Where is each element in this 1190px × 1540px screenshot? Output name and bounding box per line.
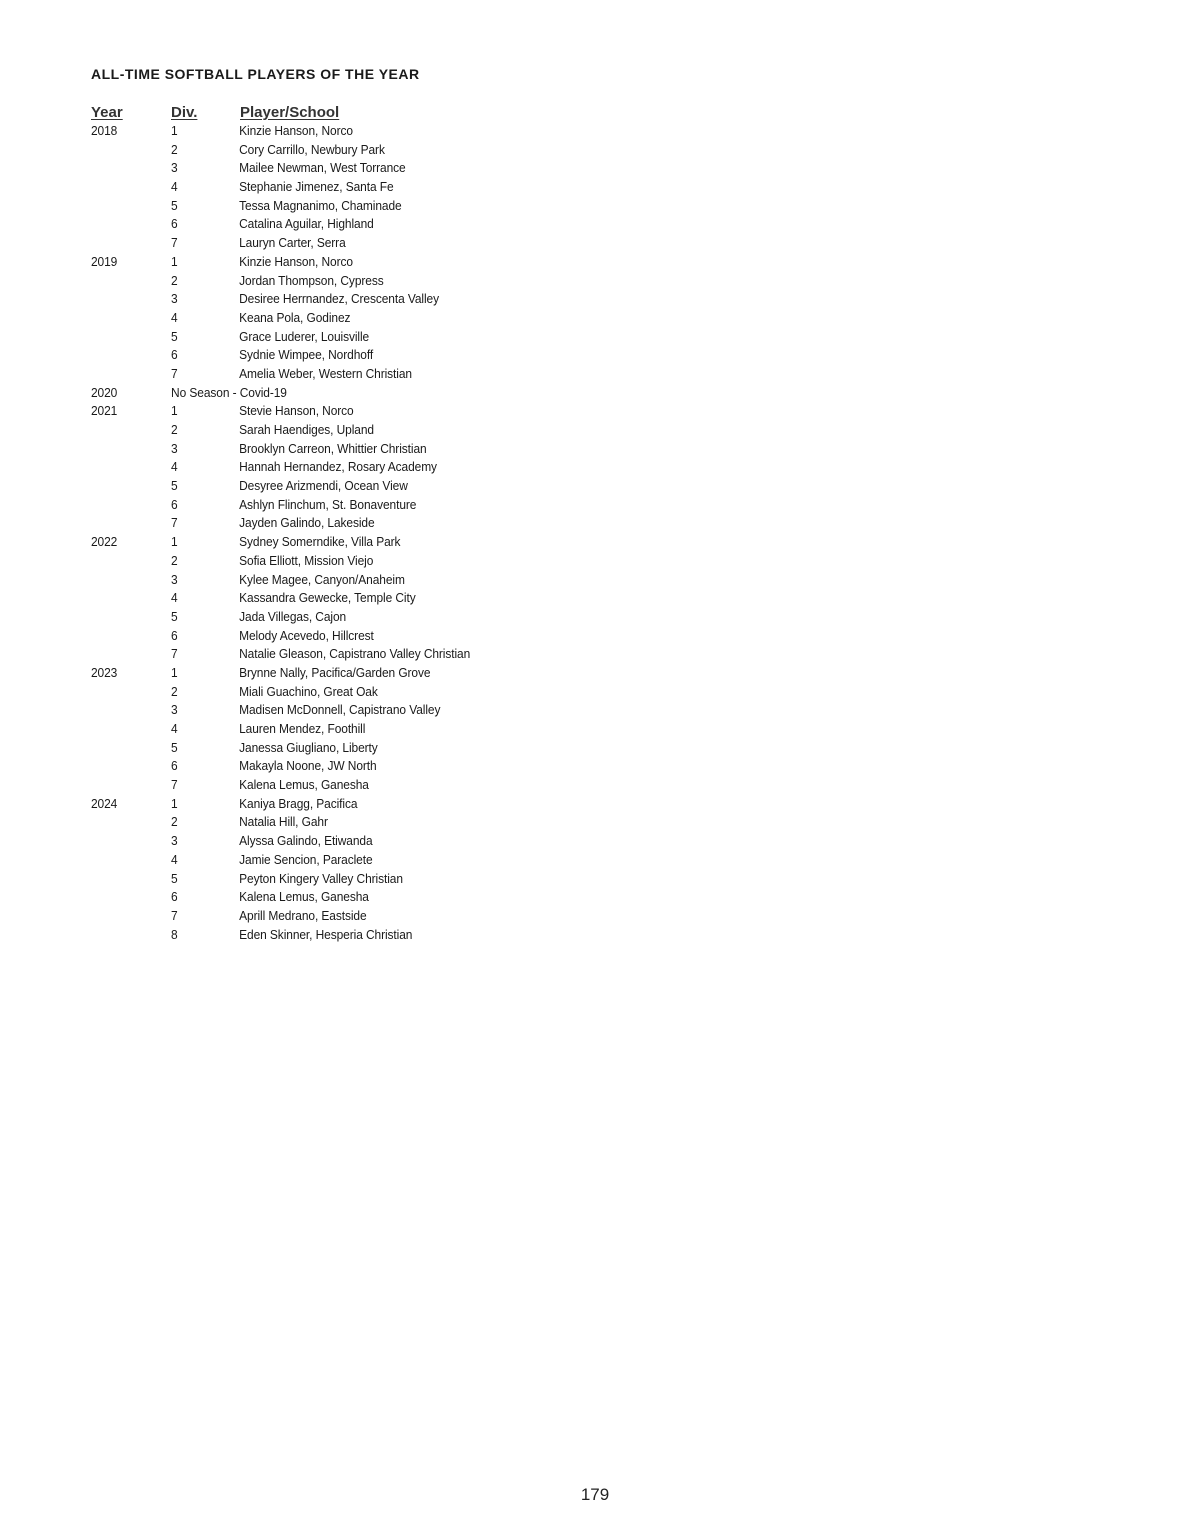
row-player-school: Jamie Sencion, Paraclete — [239, 851, 373, 867]
row-player-school: Lauryn Carter, Serra — [239, 235, 346, 251]
row-div: 1 — [171, 795, 178, 811]
row-player-school: Kinzie Hanson, Norco — [239, 253, 353, 269]
row-div: 2 — [171, 683, 178, 699]
row-div: 1 — [171, 664, 178, 680]
row-div: No Season - Covid-19 — [171, 384, 287, 400]
row-year: 2023 — [91, 664, 118, 680]
row-player-school: Stephanie Jimenez, Santa Fe — [239, 179, 394, 195]
row-div: 7 — [171, 365, 178, 381]
row-player-school: Aprill Medrano, Eastside — [239, 907, 367, 923]
row-player-school: Alyssa Galindo, Etiwanda — [239, 833, 373, 849]
row-div: 5 — [171, 478, 178, 494]
row-div: 3 — [171, 833, 178, 849]
row-player-school: Keana Pola, Godinez — [239, 309, 351, 325]
row-player-school: Kaniya Bragg, Pacifica — [239, 795, 358, 811]
row-div: 3 — [171, 160, 178, 176]
row-player-school: Amelia Weber, Western Christian — [239, 365, 412, 381]
row-div: 6 — [171, 758, 178, 774]
row-year: 2022 — [91, 534, 118, 550]
row-player-school: Brooklyn Carreon, Whittier Christian — [239, 440, 427, 456]
row-player-school: Desiree Herrnandez, Crescenta Valley — [239, 291, 440, 307]
row-div: 1 — [171, 403, 178, 419]
row-div: 3 — [171, 571, 178, 587]
row-player-school: Kalena Lemus, Ganesha — [239, 777, 369, 793]
row-div: 2 — [171, 422, 178, 437]
row-div: 4 — [171, 721, 178, 736]
row-player-school: Sarah Haendiges, Upland — [239, 422, 374, 437]
row-player-school: Sydnie Wimpee, Nordhoff — [239, 347, 374, 363]
row-player-school: Sofia Elliott, Mission Viejo — [239, 552, 374, 568]
row-div: 3 — [171, 702, 178, 718]
row-div: 2 — [171, 272, 178, 288]
row-year: 2019 — [91, 253, 118, 269]
row-player-school: Cory Carrillo, Newbury Park — [239, 141, 385, 157]
row-div: 7 — [171, 235, 178, 251]
row-div: 3 — [171, 291, 178, 307]
row-player-school: Lauren Mendez, Foothill — [239, 721, 366, 736]
row-div: 4 — [171, 459, 178, 475]
row-player-school: Stevie Hanson, Norco — [239, 403, 354, 419]
row-player-school: Kalena Lemus, Ganesha — [239, 889, 369, 905]
row-div: 3 — [171, 440, 178, 456]
header-div: Div. — [171, 104, 198, 121]
row-player-school: Tessa Magnanimo, Chaminade — [239, 197, 402, 213]
row-player-school: Mailee Newman, West Torrance — [239, 160, 406, 176]
row-player-school: Natalia Hill, Gahr — [239, 814, 328, 830]
row-div: 5 — [171, 197, 178, 213]
row-div: 6 — [171, 496, 178, 512]
row-player-school: Melody Acevedo, Hillcrest — [239, 627, 374, 643]
row-player-school: Hannah Hernandez, Rosary Academy — [239, 459, 437, 475]
row-div: 4 — [171, 851, 178, 867]
row-div: 7 — [171, 646, 178, 662]
row-div: 7 — [171, 907, 178, 923]
row-div: 8 — [171, 926, 178, 942]
header-year: Year — [91, 104, 123, 121]
row-div: 2 — [171, 814, 178, 830]
row-div: 2 — [171, 141, 178, 157]
row-player-school: Natalie Gleason, Capistrano Valley Christian — [239, 646, 471, 662]
header-player-school: Player/School — [240, 104, 340, 121]
row-year: 2020 — [91, 384, 118, 400]
row-div: 6 — [171, 627, 178, 643]
row-div: 6 — [171, 889, 178, 905]
row-div: 7 — [171, 777, 178, 793]
row-year: 2021 — [91, 403, 118, 419]
row-player-school: Brynne Nally, Pacifica/Garden Grove — [239, 664, 431, 680]
row-div: 7 — [171, 515, 178, 531]
page-number: 179 — [580, 1485, 610, 1504]
row-div: 2 — [171, 552, 178, 568]
row-player-school: Desyree Arizmendi, Ocean View — [239, 478, 408, 494]
row-player-school: Jada Villegas, Cajon — [239, 608, 347, 624]
row-div: 5 — [171, 739, 178, 755]
row-player-school: Jordan Thompson, Cypress — [239, 272, 384, 288]
row-player-school: Miali Guachino, Great Oak — [239, 683, 378, 699]
row-player-school: Kassandra Gewecke, Temple City — [239, 590, 416, 606]
row-player-school: Makayla Noone, JW North — [239, 758, 377, 774]
row-div: 6 — [171, 347, 178, 363]
row-player-school: Eden Skinner, Hesperia Christian — [239, 926, 413, 942]
row-div: 5 — [171, 328, 178, 344]
row-div: 4 — [171, 590, 178, 606]
row-player-school: Catalina Aguilar, Highland — [239, 216, 374, 232]
row-div: 6 — [171, 216, 178, 232]
row-player-school: Sydney Somerndike, Villa Park — [239, 534, 401, 550]
row-player-school: Ashlyn Flinchum, St. Bonaventure — [239, 496, 417, 512]
row-div: 1 — [171, 534, 178, 550]
row-player-school: Janessa Giugliano, Liberty — [239, 739, 378, 755]
row-year: 2018 — [91, 123, 118, 138]
row-player-school: Kylee Magee, Canyon/Anaheim — [239, 571, 405, 587]
row-year: 2024 — [91, 795, 118, 811]
row-player-school: Jayden Galindo, Lakeside — [239, 515, 375, 531]
row-div: 5 — [171, 870, 178, 886]
row-player-school: Kinzie Hanson, Norco — [239, 123, 353, 138]
row-div: 1 — [171, 253, 178, 269]
page-title: ALL-TIME SOFTBALL PLAYERS OF THE YEAR — [91, 66, 420, 82]
row-div: 5 — [171, 608, 178, 624]
row-div: 4 — [171, 179, 178, 195]
row-player-school: Peyton Kingery Valley Christian — [239, 870, 403, 886]
row-div: 1 — [171, 123, 178, 138]
row-player-school: Madisen McDonnell, Capistrano Valley — [239, 702, 441, 718]
row-div: 4 — [171, 309, 178, 325]
row-player-school: Grace Luderer, Louisville — [239, 328, 370, 344]
